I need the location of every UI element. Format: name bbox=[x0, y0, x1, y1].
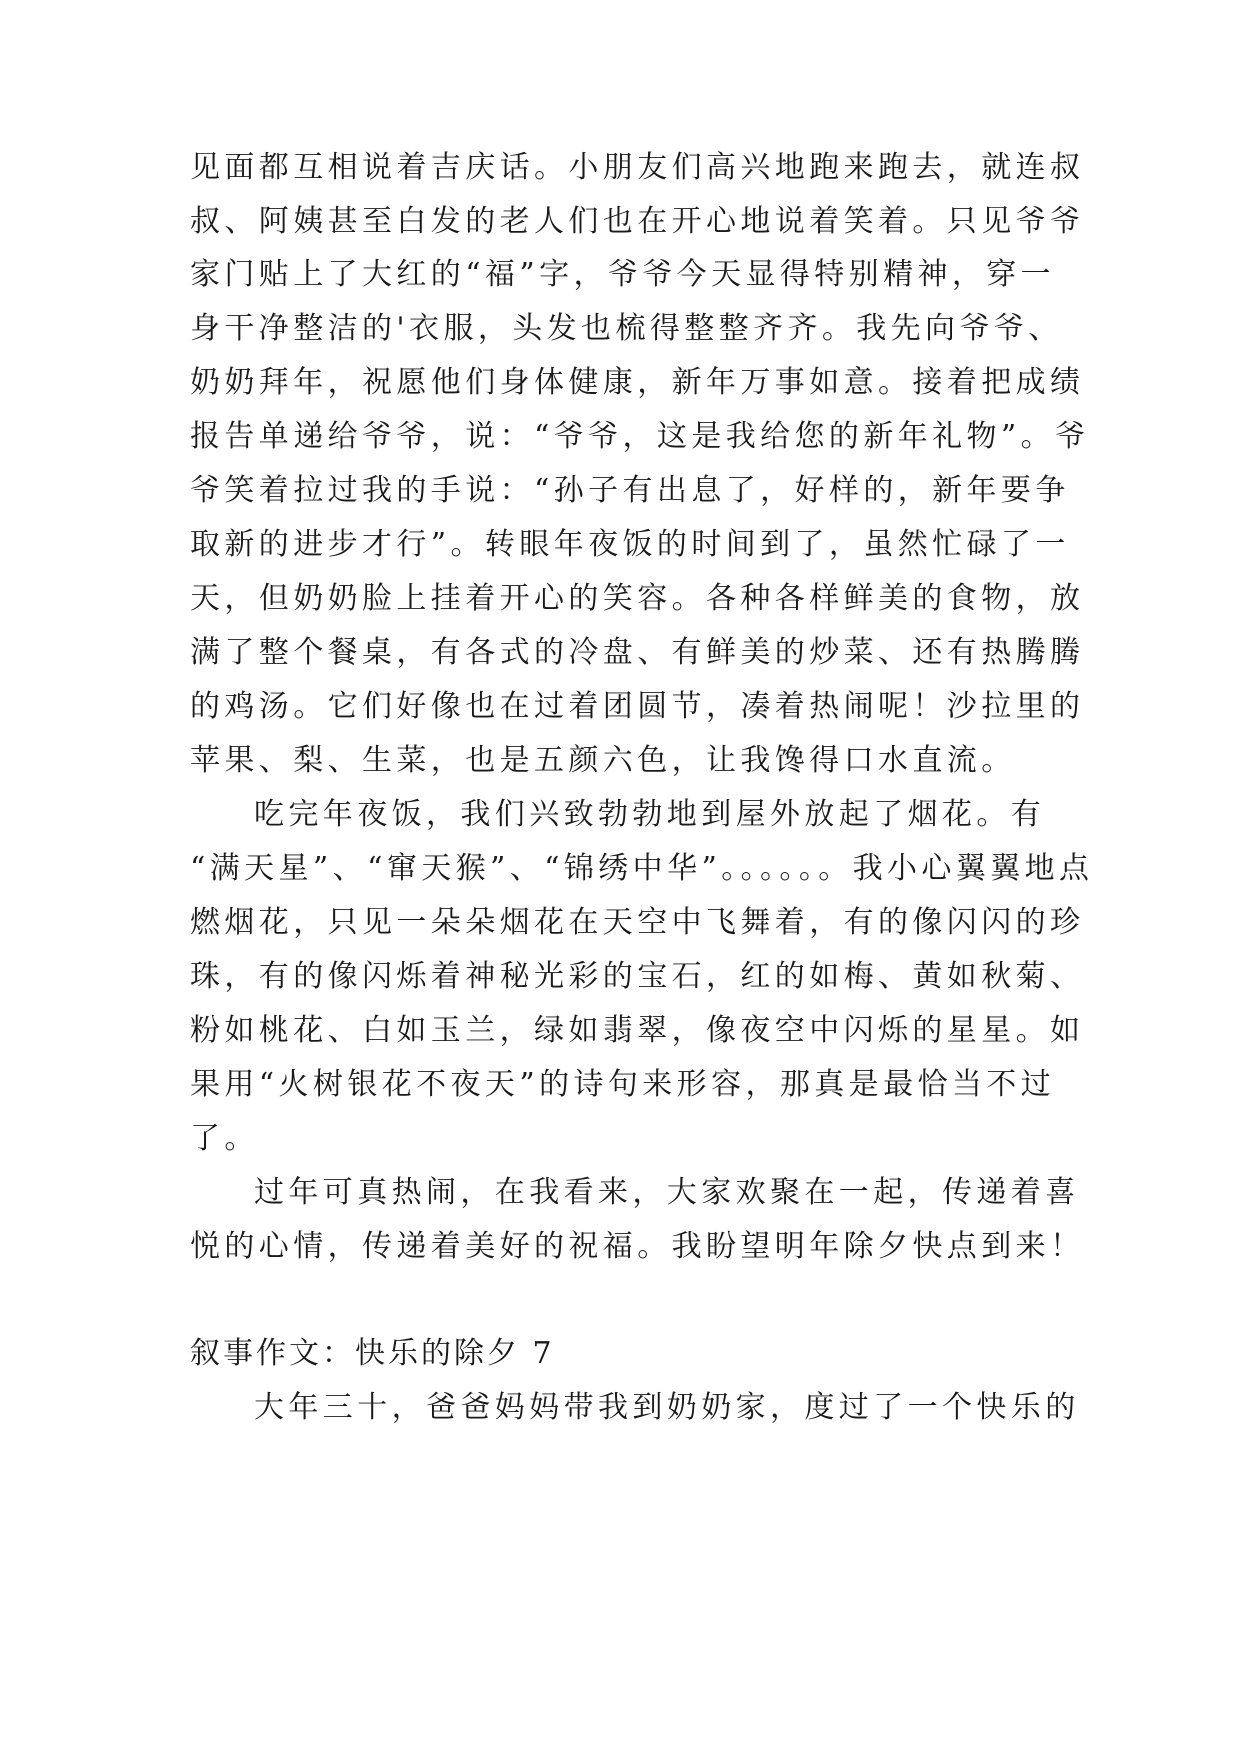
section-heading: 叙事作文：快乐的除夕 7 bbox=[190, 1336, 555, 1371]
paragraph-line: 燃烟花，只见一朵朵烟花在天空中飞舞着，有的像闪闪的珍 bbox=[190, 905, 1085, 940]
paragraph-line: 过年可真热闹，在我看来，大家欢聚在一起，传递着喜 bbox=[254, 1175, 1080, 1210]
paragraph-line: 悦的心情，传递着美好的祝福。我盼望明年除夕快点到来！ bbox=[190, 1229, 1085, 1264]
paragraph-line: 的鸡汤。它们好像也在过着团圆节，凑着热闹呢！沙拉里的 bbox=[190, 689, 1085, 724]
paragraph-line: 爷笑着拉过我的手说：“孙子有出息了，好样的，新年要争 bbox=[190, 473, 1070, 508]
paragraph-line: 见面都互相说着吉庆话。小朋友们高兴地跑来跑去，就连叔 bbox=[190, 150, 1085, 185]
paragraph-line: 家门贴上了大红的“福”字，爷爷今天显得特别精神，穿一 bbox=[190, 257, 1056, 292]
paragraph-line: 取新的进步才行”。转眼年夜饭的时间到了，虽然忙碌了一 bbox=[190, 527, 1070, 562]
paragraph-line: 果用“火树银花不夜天”的诗句来形容，那真是最恰当不过 bbox=[190, 1067, 1056, 1102]
paragraph-line: 吃完年夜饭，我们兴致勃勃地到屋外放起了烟花。有 bbox=[254, 797, 1046, 832]
paragraph-line: 苹果、梨、生菜，也是五颜六色，让我馋得口水直流。 bbox=[190, 743, 1016, 778]
paragraph-line: 珠，有的像闪烁着神秘光彩的宝石，红的如梅、黄如秋菊、 bbox=[190, 959, 1085, 994]
paragraph-line: “满天星”、“窜天猴”、“锦绣中华”。。。。。。我小心翼翼地点 bbox=[190, 851, 1094, 886]
paragraph-line: 报告单递给爷爷，说：“爷爷，这是我给您的新年礼物”。爷 bbox=[190, 419, 1090, 454]
paragraph-line: 满了整个餐桌，有各式的冷盘、有鲜美的炒菜、还有热腾腾 bbox=[190, 635, 1085, 670]
paragraph-line: 了。 bbox=[190, 1121, 259, 1156]
paragraph-line: 身干净整洁的'衣服，头发也梳得整整齐齐。我先向爷爷、 bbox=[190, 311, 1063, 346]
paragraph-line: 天，但奶奶脸上挂着开心的笑容。各种各样鲜美的食物，放 bbox=[190, 581, 1085, 616]
paragraph-line: 大年三十，爸爸妈妈带我到奶奶家，度过了一个快乐的 bbox=[254, 1390, 1080, 1425]
paragraph-line: 叔、阿姨甚至白发的老人们也在开心地说着笑着。只见爷爷 bbox=[190, 204, 1085, 239]
paragraph-line: 奶奶拜年，祝愿他们身体健康，新年万事如意。接着把成绩 bbox=[190, 365, 1085, 400]
paragraph-line: 粉如桃花、白如玉兰，绿如翡翠，像夜空中闪烁的星星。如 bbox=[190, 1013, 1085, 1048]
